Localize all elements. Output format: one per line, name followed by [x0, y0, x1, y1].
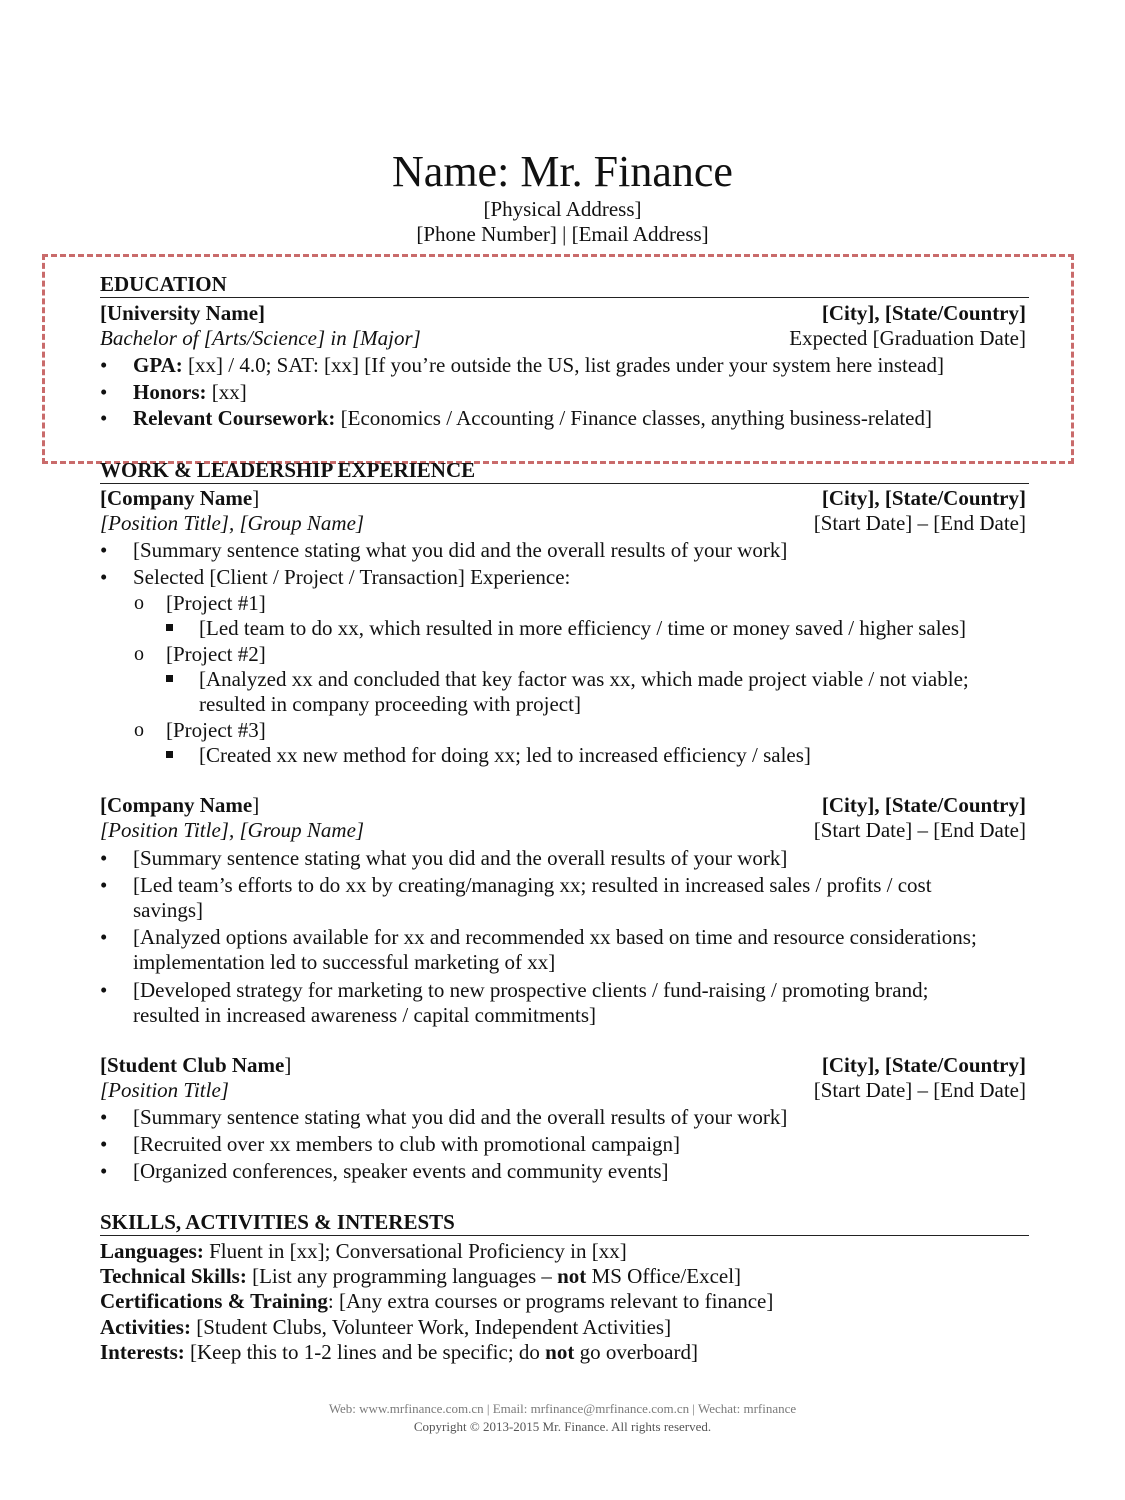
work-dates: [Start Date] – [End Date] — [813, 511, 1026, 535]
list-item: [Summary sentence stating what you did and the overall results of your work] — [133, 538, 788, 562]
club-location: [City], [State/Country] — [821, 1053, 1026, 1077]
project-name: [Project #3] — [166, 718, 266, 742]
bullet-icon: • — [100, 406, 108, 430]
work-entry-2-header — [100, 793, 1026, 818]
project-detail: resulted in company proceeding with project] — [199, 692, 581, 716]
skills-activities: Activities: [Student Clubs, Volunteer Work, Independent Activities] — [100, 1315, 672, 1339]
project-detail: [Created xx new method for doing xx; led to increased efficiency / sales] — [199, 743, 811, 767]
phone-email: [Phone Number] | [Email Address] — [416, 222, 709, 246]
work-entry-2-position — [100, 818, 1026, 843]
list-item: [Developed strategy for marketing to new prospective clients / fund-raising / promoting brand; — [133, 978, 929, 1002]
gpa-text: [xx] / 4.0; SAT: [xx] [If you’re outside the US, list grades under your system here instead] — [182, 353, 944, 377]
bullet-icon: • — [100, 978, 108, 1002]
education-coursework — [133, 405, 932, 431]
project-name: [Project #1] — [166, 591, 266, 615]
degree: Bachelor of [Arts/Science] in [Major] — [100, 326, 421, 350]
graduation-date: Expected [Graduation Date] — [789, 326, 1026, 350]
project-detail: [Led team to do xx, which resulted in more efficiency / time or money saved / higher sales] — [199, 616, 967, 640]
skills-technical: Technical Skills: [List any programming languages – not MS Office/Excel] — [100, 1264, 742, 1288]
list-item: [Organized conferences, speaker events and community events] — [133, 1159, 669, 1183]
list-item: Selected [Client / Project / Transaction] Experience: — [133, 565, 571, 589]
skills-interests: Interests: [Keep this to 1-2 lines and be specific; do not go overboard] — [100, 1340, 698, 1364]
bullet-icon: • — [100, 538, 108, 562]
physical-address: [Physical Address] — [483, 197, 642, 221]
work-heading: WORK & LEADERSHIP EXPERIENCE — [100, 458, 1029, 484]
skills-heading: SKILLS, ACTIVITIES & INTERESTS — [100, 1210, 1029, 1236]
circle-bullet-icon: o — [134, 643, 144, 665]
position-title: [Position Title], [Group Name] — [100, 511, 365, 535]
company-name: [Company Name] — [100, 793, 260, 817]
square-bullet-icon — [166, 675, 173, 682]
honors-text: [xx] — [206, 380, 247, 404]
bullet-icon: • — [100, 565, 108, 589]
education-school-row — [100, 301, 1026, 326]
list-item: [Summary sentence stating what you did and the overall results of your work] — [133, 1105, 788, 1129]
square-bullet-icon — [166, 624, 173, 631]
education-honors — [133, 379, 247, 405]
footer-contact: Web: www.mrfinance.com.cn | Email: mrfinance@mrfinance.com.cn | Wechat: mrfinance — [328, 1401, 797, 1416]
list-item-continued: savings] — [133, 898, 203, 922]
work-entry-1-header — [100, 486, 1026, 511]
education-location: [City], [State/Country] — [821, 301, 1026, 325]
company-name: [Company Name] — [100, 486, 260, 510]
circle-bullet-icon: o — [134, 592, 144, 614]
bullet-icon: • — [100, 353, 108, 377]
skills-certifications: Certifications & Training: [Any extra courses or programs relevant to finance] — [100, 1289, 774, 1313]
education-degree-row — [100, 326, 1026, 351]
bullet-icon: • — [100, 1132, 108, 1156]
work-entry-3-header — [100, 1053, 1026, 1078]
bullet-icon: • — [100, 873, 108, 897]
coursework-label: Relevant Coursework: — [133, 406, 336, 430]
gpa-label: GPA: — [133, 353, 183, 377]
work-entry-1-position — [100, 511, 1026, 536]
education-gpa — [133, 352, 944, 378]
honors-label: Honors: — [133, 380, 207, 404]
list-item: [Led team’s efforts to do xx by creating/managing xx; resulted in increased sales / profits / cost — [133, 873, 932, 897]
company-location: [City], [State/Country] — [821, 793, 1026, 817]
bullet-icon: • — [100, 925, 108, 949]
footer-copyright: Copyright © 2013-2015 Mr. Finance. All rights reserved. — [413, 1419, 712, 1434]
bullet-icon: • — [100, 1105, 108, 1129]
project-detail: [Analyzed xx and concluded that key factor was xx, which made project viable / not viable; — [199, 667, 969, 691]
skills-languages: Languages: Fluent in [xx]; Conversational Proficiency in [xx] — [100, 1239, 627, 1263]
club-name: [Student Club Name] — [100, 1053, 292, 1077]
list-item: [Summary sentence stating what you did and the overall results of your work] — [133, 846, 788, 870]
work-dates: [Start Date] – [End Date] — [813, 1078, 1026, 1102]
list-item: [Analyzed options available for xx and recommended xx based on time and resource considerations; — [133, 925, 977, 949]
list-item: [Recruited over xx members to club with promotional campaign] — [133, 1132, 681, 1156]
list-item-continued: implementation led to successful marketing of xx] — [133, 950, 556, 974]
circle-bullet-icon: o — [134, 719, 144, 741]
square-bullet-icon — [166, 751, 173, 758]
resume-name: Name: Mr. Finance — [392, 147, 733, 196]
work-dates: [Start Date] – [End Date] — [813, 818, 1026, 842]
project-name: [Project #2] — [166, 642, 266, 666]
university-name: [University Name] — [100, 301, 266, 325]
list-item-continued: resulted in increased awareness / capital commitments] — [133, 1003, 596, 1027]
bullet-icon: • — [100, 380, 108, 404]
company-location: [City], [State/Country] — [821, 486, 1026, 510]
bullet-icon: • — [100, 846, 108, 870]
education-heading: EDUCATION — [100, 272, 1029, 298]
position-title: [Position Title] — [100, 1078, 229, 1102]
position-title: [Position Title], [Group Name] — [100, 818, 365, 842]
work-entry-3-position — [100, 1078, 1026, 1103]
coursework-text: [Economics / Accounting / Finance classes, anything business-related] — [335, 406, 932, 430]
bullet-icon: • — [100, 1159, 108, 1183]
